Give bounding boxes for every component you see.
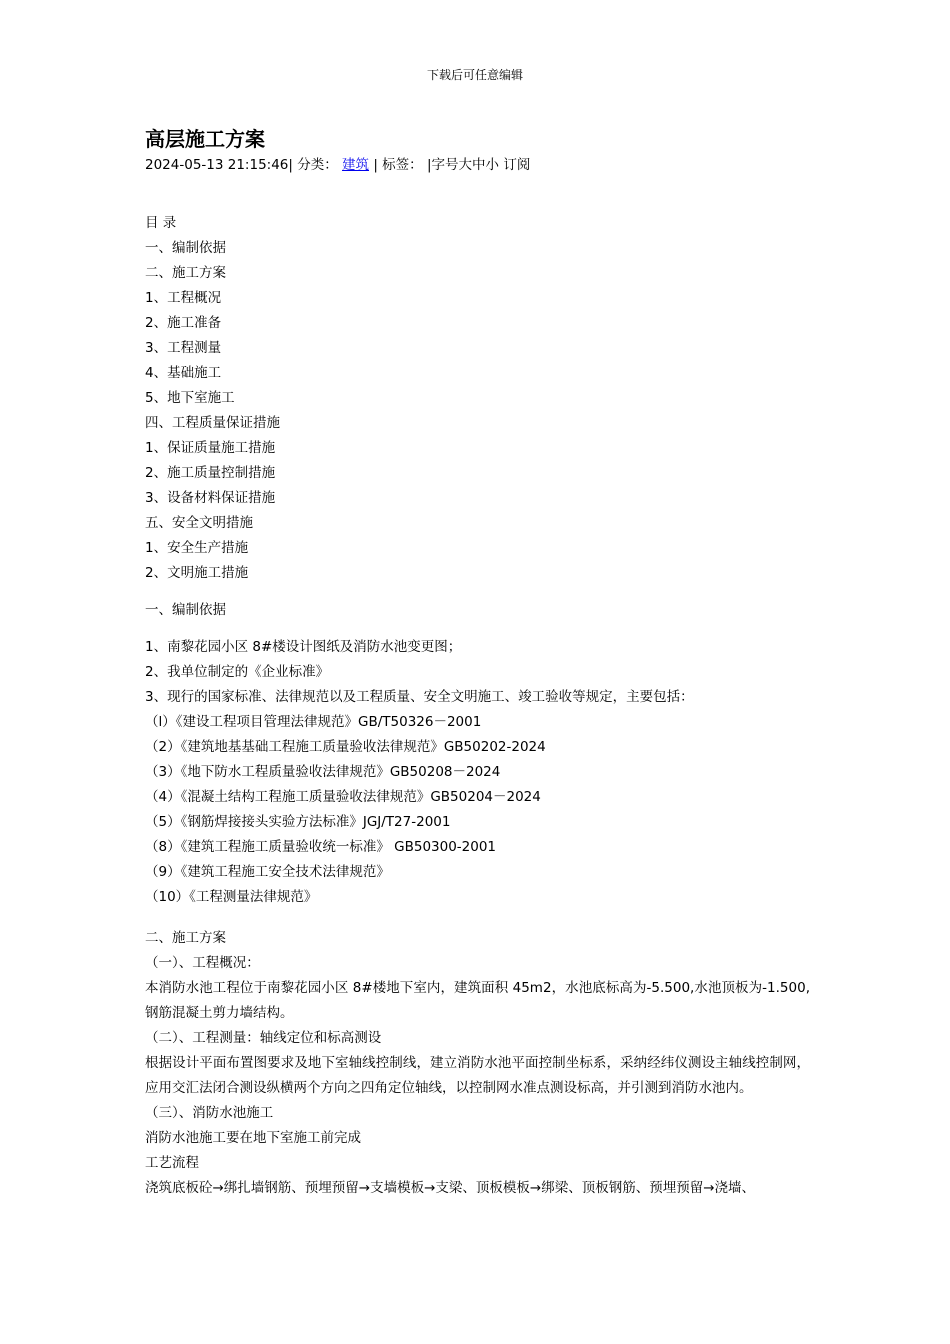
section-heading: 二、施工方案 xyxy=(145,930,226,946)
tags-label: | 标签： xyxy=(373,157,423,173)
toc-item: 四、工程质量保证措施 xyxy=(145,415,280,431)
toc-item: 1、工程概况 xyxy=(145,290,222,306)
article-body xyxy=(145,211,810,1201)
text-line: 浇筑底板砼→绑扎墙钢筋、预埋预留→支墙模板→支梁、顶板模板→绑梁、顶板钢筋、预埋预留→浇墙、 xyxy=(145,1180,756,1196)
page-title: 高层施工方案 xyxy=(145,127,265,151)
paragraph: 根据设计平面布置图要求及地下室轴线控制线，建立消防水池平面控制坐标系，采纳经纬仪测设主轴线控制网，应用交汇法闭合测设纵横两个方向之四角定位轴线，以控制网水准点测设标高，并引测到消防水池内。 xyxy=(145,1055,810,1096)
toc-item: 1、保证质量施工措施 xyxy=(145,440,276,456)
post-datetime: 2024-05-13 21:15:46| xyxy=(145,157,293,173)
toc-heading: 目 录 xyxy=(145,215,177,231)
toc-item: 4、基础施工 xyxy=(145,365,222,381)
basis-item: （8）《建筑工程施工质量验收统一标准》 GB50300-2001 xyxy=(145,839,497,855)
toc-item: 五、安全文明措施 xyxy=(145,515,253,531)
toc-item: 1、安全生产措施 xyxy=(145,540,249,556)
basis-item: （2）《建筑地基基础工程施工质量验收法律规范》GB50202-2024 xyxy=(145,739,546,755)
page-header: 下载后可任意编辑 xyxy=(426,68,523,82)
basis-item: 1、南黎花园小区 8#楼设计图纸及消防水池变更图； xyxy=(145,639,462,655)
font-size-options[interactable]: |字号大中小 xyxy=(426,157,500,173)
subsection-heading: （一）、工程概况： xyxy=(145,955,260,971)
toc-item: 3、工程测量 xyxy=(145,340,222,356)
basis-item: （5）《钢筋焊接接头实验方法标准》JGJ/T27-2001 xyxy=(145,814,451,830)
paragraph: 本消防水池工程位于南黎花园小区 8#楼地下室内，建筑面积 45m2，水池底标高为-5.500,水池顶板为-1.500,钢筋混凝土剪力墙结构。 xyxy=(145,980,810,1021)
basis-item: （l）《建设工程项目管理法律规范》GB/T50326－2001 xyxy=(145,714,482,730)
subsection-heading: （二）、工程测量：轴线定位和标高测设 xyxy=(145,1030,382,1046)
section-heading: 一、编制依据 xyxy=(145,602,226,618)
toc-item: 二、施工方案 xyxy=(145,265,226,281)
basis-item: （4）《混凝土结构工程施工质量验收法律规范》GB50204－2024 xyxy=(145,789,541,805)
basis-item: 3、现行的国家标准、法律规范以及工程质量、安全文明施工、竣工验收等规定，主要包括： xyxy=(145,689,694,705)
toc-item: 2、文明施工措施 xyxy=(145,565,249,581)
basis-item: （10）《工程测量法律规范》 xyxy=(145,889,318,905)
basis-item: （3）《地下防水工程质量验收法律规范》GB50208－2024 xyxy=(145,764,501,780)
toc-item: 一、编制依据 xyxy=(145,240,226,256)
text-line: 工艺流程 xyxy=(145,1155,199,1171)
basis-item: （9）《建筑工程施工安全技术法律规范》 xyxy=(145,864,390,880)
toc-item: 5、地下室施工 xyxy=(145,390,235,406)
toc-item: 2、施工质量控制措施 xyxy=(145,465,276,481)
text-line: 消防水池施工要在地下室施工前完成 xyxy=(145,1130,361,1146)
table-of-contents xyxy=(145,211,810,586)
category-link[interactable]: 建筑 xyxy=(342,157,370,173)
basis-item: 2、我单位制定的《企业标准》 xyxy=(145,664,330,680)
toc-item: 3、设备材料保证措施 xyxy=(145,490,276,506)
category-label: 分类： xyxy=(297,157,338,173)
section-basis xyxy=(145,598,810,910)
subsection-heading: （三）、消防水池施工 xyxy=(145,1105,274,1121)
toc-item: 2、施工准备 xyxy=(145,315,222,331)
post-meta xyxy=(145,153,530,173)
section-plan xyxy=(145,926,810,1201)
subscribe-link[interactable]: 订阅 xyxy=(503,157,531,173)
